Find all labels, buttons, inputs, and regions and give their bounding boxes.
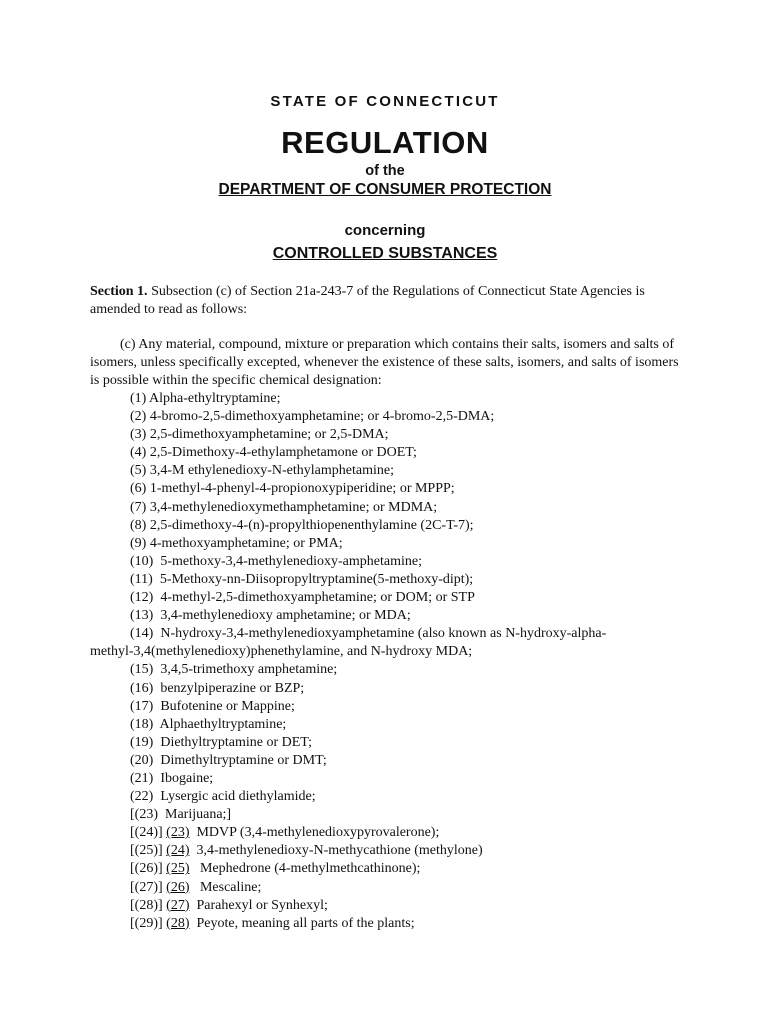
item-number: [(28)] bbox=[130, 897, 163, 913]
item-number: [(24)] bbox=[130, 825, 163, 841]
item-number: (2) bbox=[130, 409, 147, 425]
item-text: Parahexyl or Synhexyl; bbox=[189, 897, 328, 913]
concerning-line: concerning bbox=[344, 222, 426, 239]
item-text: Ibogaine; bbox=[153, 770, 214, 786]
list-item bbox=[90, 842, 690, 860]
list-item bbox=[90, 788, 690, 806]
list-item bbox=[90, 499, 690, 517]
item-text: 3,4-methylenedioxymethamphetamine; or MDMA; bbox=[146, 499, 438, 515]
list-item bbox=[90, 698, 690, 716]
list-item bbox=[90, 806, 690, 824]
list-item bbox=[90, 915, 690, 933]
item-text: N-hydroxy-3,4-methylenedioxyamphetamine (also known as N-hydroxy-alpha- bbox=[153, 626, 607, 642]
item-text: 4-methyl-2,5-dimethoxyamphetamine; or DOM; or STP bbox=[153, 590, 475, 606]
item-text: Alphaethyltryptamine; bbox=[153, 716, 287, 732]
item-continuation: methyl-3,4(methylenedioxy)phenethylamine, and N-hydroxy MDA; bbox=[90, 644, 473, 660]
list-item bbox=[90, 408, 690, 426]
list-item bbox=[90, 571, 690, 589]
section-1-paragraph bbox=[90, 283, 690, 319]
item-text: 2,5-Dimethoxy-4-ethylamphetamone or DOET; bbox=[146, 445, 417, 461]
list-item bbox=[90, 589, 690, 607]
list-item bbox=[90, 625, 690, 643]
new-item-number: (26) bbox=[166, 879, 190, 895]
new-item-number: (25) bbox=[166, 861, 190, 877]
item-number: (17) bbox=[130, 698, 154, 714]
item-number: (4) bbox=[130, 445, 147, 461]
item-number: [(23) bbox=[130, 807, 158, 823]
item-number: (12) bbox=[130, 590, 154, 606]
new-item-number: (28) bbox=[166, 915, 190, 931]
item-number: (18) bbox=[130, 716, 154, 732]
item-number: [(25)] bbox=[130, 843, 163, 859]
list-item bbox=[90, 553, 690, 571]
subject-heading: CONTROLLED SUBSTANCES bbox=[272, 245, 498, 262]
item-text: 2,5-dimethoxy-4-(n)-propylthiopenenthylamine (2C-T-7); bbox=[146, 517, 474, 533]
list-item bbox=[90, 734, 690, 752]
list-item bbox=[90, 661, 690, 679]
new-item-number: (23) bbox=[166, 825, 190, 841]
section-label: Section 1. bbox=[90, 284, 148, 299]
item-number: (11) bbox=[130, 571, 153, 587]
item-number: (21) bbox=[130, 770, 154, 786]
item-number: [(29)] bbox=[130, 915, 163, 931]
item-text: 2,5-dimethoxyamphetamine; or 2,5-DMA; bbox=[146, 427, 389, 443]
item-text: 4-methoxyamphetamine; or PMA; bbox=[146, 535, 343, 551]
item-text: 5-methoxy-3,4-methylenedioxy-amphetamine; bbox=[153, 553, 422, 569]
item-number: [(27)] bbox=[130, 879, 163, 895]
list-item bbox=[90, 426, 690, 444]
item-number: (19) bbox=[130, 734, 154, 750]
list-item bbox=[90, 716, 690, 734]
substance-list bbox=[90, 390, 690, 933]
item-number: (6) bbox=[130, 481, 147, 497]
item-number: (16) bbox=[130, 680, 154, 696]
of-the-line: of the bbox=[365, 163, 405, 179]
item-number: (15) bbox=[130, 662, 154, 678]
item-number: (9) bbox=[130, 535, 147, 551]
list-item bbox=[90, 770, 690, 788]
list-item bbox=[90, 879, 690, 897]
state-heading: STATE OF CONNECTICUT bbox=[270, 93, 500, 110]
list-item bbox=[90, 517, 690, 535]
section-text: Subsection (c) of Section 21a-243-7 of the Regulations of Connecticut State Agencies is amended to read as follows: bbox=[90, 284, 645, 317]
item-text: Peyote, meaning all parts of the plants; bbox=[189, 915, 415, 931]
item-number: (3) bbox=[130, 427, 147, 443]
item-number: (7) bbox=[130, 499, 147, 515]
item-text: Mephedrone (4-methylmethcathinone); bbox=[189, 861, 421, 877]
item-number: (13) bbox=[130, 608, 154, 624]
item-text: 3,4,5-trimethoxy amphetamine; bbox=[153, 662, 338, 678]
list-item bbox=[90, 444, 690, 462]
intro-text: (c) Any material, compound, mixture or preparation which contains their salts, isomers and salts of isomers, unless specifically excepted, whenever the existence of these salts, isomers, and salts of isomers is possible within the specific chemical designation: bbox=[90, 337, 679, 388]
item-number: (22) bbox=[130, 789, 154, 805]
new-item-number: (24) bbox=[166, 843, 190, 859]
regulation-title: REGULATION bbox=[281, 125, 489, 160]
list-item bbox=[90, 535, 690, 553]
intro-paragraph bbox=[90, 336, 690, 390]
list-item bbox=[90, 897, 690, 915]
list-item bbox=[90, 390, 690, 408]
item-text: Mescaline; bbox=[189, 879, 262, 895]
item-number: (20) bbox=[130, 752, 154, 768]
item-number: (1) bbox=[130, 391, 147, 406]
item-text: Lysergic acid diethylamide; bbox=[153, 789, 316, 805]
item-number: (8) bbox=[130, 517, 147, 533]
item-text: Dimethyltryptamine or DMT; bbox=[153, 752, 327, 768]
item-text: MDVP (3,4-methylenedioxypyrovalerone); bbox=[189, 825, 440, 841]
item-text: 5-Methoxy-nn-Diisopropyltryptamine(5-methoxy-dipt); bbox=[152, 571, 474, 587]
item-text: 1-methyl-4-phenyl-4-propionoxypiperidine; or MPPP; bbox=[146, 481, 455, 497]
item-text: Diethyltryptamine or DET; bbox=[153, 734, 312, 750]
list-item bbox=[90, 480, 690, 498]
list-item bbox=[90, 462, 690, 480]
item-text: benzylpiperazine or BZP; bbox=[153, 680, 305, 696]
item-text: Bufotenine or Mappine; bbox=[153, 698, 295, 714]
item-text: 3,4-M ethylenedioxy-N-ethylamphetamine; bbox=[146, 463, 394, 479]
item-number: (14) bbox=[130, 626, 154, 642]
item-number: [(26)] bbox=[130, 861, 163, 877]
item-text: Alpha-ethyltryptamine; bbox=[146, 391, 281, 406]
department-heading: DEPARTMENT OF CONSUMER PROTECTION bbox=[218, 181, 552, 198]
item-text: Marijuana;] bbox=[158, 807, 232, 823]
item-text: 3,4-methylenedioxy-N-methycathione (methylone) bbox=[189, 843, 483, 859]
list-item bbox=[90, 824, 690, 842]
item-number: (10) bbox=[130, 553, 154, 569]
list-item bbox=[90, 680, 690, 698]
new-item-number: (27) bbox=[166, 897, 190, 913]
item-text: 3,4-methylenedioxy amphetamine; or MDA; bbox=[153, 608, 411, 624]
item-text: 4-bromo-2,5-dimethoxyamphetamine; or 4-bromo-2,5-DMA; bbox=[146, 409, 495, 425]
item-number: (5) bbox=[130, 463, 147, 479]
list-item bbox=[90, 860, 690, 878]
list-item bbox=[90, 607, 690, 625]
list-item bbox=[90, 752, 690, 770]
